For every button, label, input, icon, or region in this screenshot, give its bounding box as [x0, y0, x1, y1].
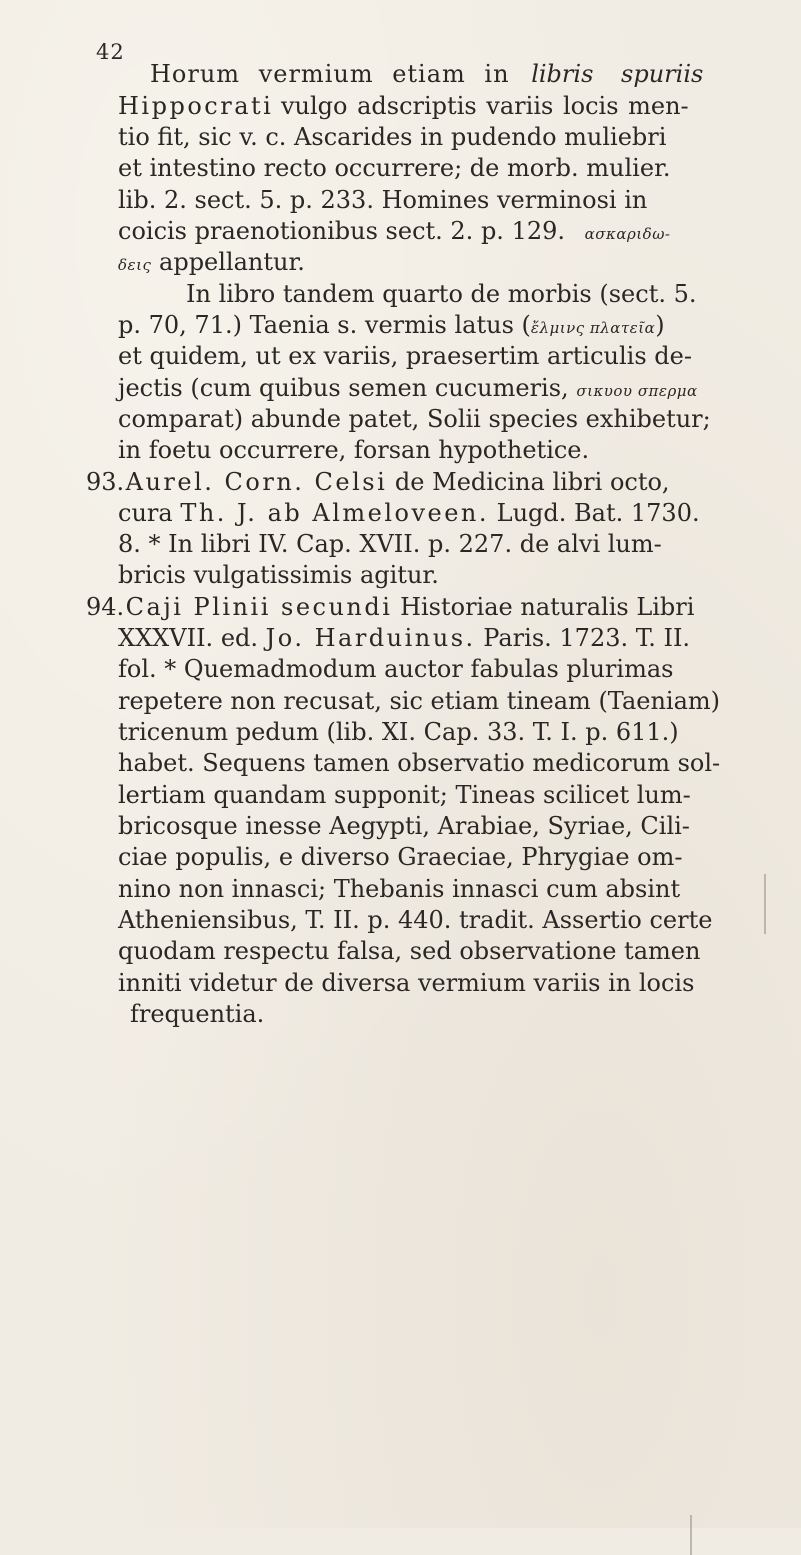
scan-mark — [690, 1515, 692, 1555]
text-line: bricis vulgatissimis agitur. — [118, 561, 439, 589]
text-line: comparat) abunde patet, Solii species exhibetur; — [118, 405, 711, 433]
text-segment: libris — [531, 60, 594, 88]
text-segment: Historiae naturalis Libri — [400, 593, 695, 621]
text-line: lib. 2. sect. 5. p. 233. Homines verminosi in — [118, 186, 648, 214]
scan-mark — [764, 874, 766, 934]
greek-text: δεις — [118, 256, 152, 274]
text-segment: Lugd. Bat. 1730. — [496, 499, 700, 527]
text-line: Atheniensibus, T. II. p. 440. tradit. Assertio certe — [118, 906, 713, 934]
text-segment: appellantur. — [159, 248, 305, 276]
text-segment: Horum vermium etiam in — [150, 60, 510, 88]
text-line: habet. Sequens tamen observatio medicorum sol- — [118, 749, 721, 777]
text-line: bricosque inesse Aegypti, Arabiae, Syriae, Cili- — [118, 812, 690, 840]
bibliography-entry-94 — [86, 592, 694, 622]
page-number: 42 — [96, 40, 125, 64]
text-segment: ) — [655, 311, 665, 339]
text-line — [118, 373, 698, 406]
editor-name: Jo. Harduinus. — [265, 624, 476, 652]
text-line: quodam respectu falsa, sed observatione tamen — [118, 937, 701, 965]
entry-number: 93. — [86, 468, 125, 496]
text-segment: cura — [118, 499, 173, 527]
bibliography-entry-93 — [86, 467, 670, 497]
text-line: nino non innasci; Thebanis innasci cum absint — [118, 875, 681, 903]
author-name: Hippocrati — [118, 92, 274, 120]
text-line: tio fit, sic v. c. Ascarides in pudendo muliebri — [118, 123, 667, 151]
text-segment: spuriis — [621, 60, 704, 88]
text-segment: coicis praenotionibus sect. 2. p. 129. — [118, 217, 565, 245]
text-line — [118, 247, 305, 280]
text-line — [118, 623, 690, 653]
text-line: fol. * Quemadmodum auctor fabulas plurimas — [118, 655, 674, 683]
text-line: In libro tandem quarto de morbis (sect. 5. — [186, 280, 697, 308]
text-segment: vulgo adscriptis variis locis men- — [280, 92, 689, 120]
greek-text: σικυου σπερμα — [576, 382, 698, 400]
author-name: Caji Plinii secundi — [125, 593, 393, 621]
text-line: repetere non recusat, sic etiam tineam (Taeniam) — [118, 687, 721, 715]
text-line — [118, 216, 671, 249]
text-line: tricenum pedum (lib. XI. Cap. 33. T. I. p. 611.) — [118, 718, 679, 746]
text-segment: p. 70, 71.) Taenia s. vermis latus ( — [118, 311, 531, 339]
editor-name: Th. J. ab Almeloveen. — [180, 499, 490, 527]
text-line — [118, 498, 700, 528]
text-line — [150, 59, 703, 89]
text-line: et intestino recto occurrere; de morb. mulier. — [118, 154, 671, 182]
greek-text: ασκαριδω- — [584, 225, 671, 243]
text-line: lertiam quandam supponit; Tineas scilicet lum- — [118, 781, 691, 809]
text-line: et quidem, ut ex variis, praesertim articulis de- — [118, 342, 692, 370]
text-line: frequentia. — [130, 1000, 265, 1028]
greek-text: ἔλμινς πλατεῖα — [530, 319, 656, 337]
text-line: in foetu occurrere, forsan hypothetice. — [118, 436, 590, 464]
text-segment: de Medicina libri octo, — [394, 468, 670, 496]
text-line — [118, 91, 689, 121]
text-line — [118, 310, 665, 343]
text-line: inniti videtur de diversa vermium variis in locis — [118, 969, 695, 997]
entry-number: 94. — [86, 593, 125, 621]
text-segment: Paris. 1723. T. II. — [483, 624, 691, 652]
text-line: ciae populis, e diverso Graeciae, Phrygiae om- — [118, 843, 683, 871]
text-segment: XXXVII. — [118, 624, 214, 652]
text-segment: ed. — [220, 624, 259, 652]
text-line: 8. * In libri IV. Cap. XVII. p. 227. de alvi lum- — [118, 530, 662, 558]
author-name: Aurel. Corn. Celsi — [125, 468, 388, 496]
text-segment: jectis (cum quibus semen cucumeris, — [118, 374, 569, 402]
